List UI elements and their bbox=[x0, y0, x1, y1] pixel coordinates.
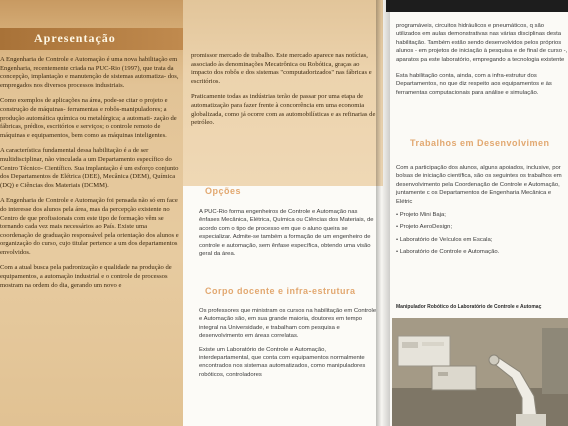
intro-text bbox=[0, 56, 180, 297]
projects-list bbox=[396, 211, 568, 257]
paragraph: Praticamente todas as indústrias terão de passar por uma etapa de automatização para fazer frente à concorrência em uma economia globalizada, como já ocorre com as automobilísticas e as refinarias de petróleo. bbox=[191, 93, 376, 127]
section-title-opcoes: Opções bbox=[205, 186, 242, 196]
dark-strip bbox=[386, 0, 568, 12]
section-title-trabalhos: Trabalhos em Desenvolvimen bbox=[410, 138, 550, 148]
paragraph: Com a atual busca pela padronização e qualidade na produção de equipamentos, a automação industrial e o controle de processos mostram na ordem do dia, gerando um novo e bbox=[0, 264, 172, 289]
list-item: • Projeto AeroDesign; bbox=[396, 223, 568, 231]
paragraph: A Engenharia de Controle e Automação foi pensada não só em face do interesse dos alunos pela área, mas da percepção existente no Centro de que profissionais com este tipo de formação vêm se tornando cada vez mais necessários ao País. Existe uma coordenação de graduação responsável pela orientação dos alunos e organização do curso, cujo titular pertence a um dos departamentos envolvidos. bbox=[0, 197, 179, 256]
photo-caption: Manipulador Robótico do Laboratório de Controle e Automaç bbox=[396, 304, 542, 310]
page-title: Apresentação bbox=[34, 31, 116, 45]
page-gutter-shadow bbox=[376, 0, 390, 426]
paragraph: A característica fundamental dessa habilitação é a de ser multidisciplinar, não vinculada a um Departamento específico do Centro Técnico- Científico. Sua implantação é um esforço conjunto dos Departamentos de Elétrica (DEE), Mecânica (DEM), Química (DQ) e Ciências dos Materiais (DCMM). bbox=[0, 147, 179, 189]
paragraph: Existe um Laboratório de Controle e Automação, interdepartamental, que conta com equipamentos normalmente encontrados nos sistemas automatizados, como manipuladores robóticos, controladores bbox=[199, 346, 366, 378]
paragraph: promissor mercado de trabalho. Este mercado aparece nas notícias, associado às denominações Mecatrônica ou Robótica, graças ao impacto dos robôs e dos sistemas "computadorizados" nas fábricas e escritórios. bbox=[191, 52, 372, 85]
opcoes-text bbox=[199, 208, 377, 263]
left-page bbox=[0, 0, 183, 426]
list-item: • Laboratório de Controle e Automação. bbox=[396, 248, 568, 256]
list-item: • Laboratório de Veículos em Escala; bbox=[396, 236, 568, 244]
paragraph: A PUC-Rio forma engenheiros de Controle e Automação nas ênfases Mecânica, Elétrica, Química ou Ciências dos Materiais, de acordo com o tipo de processo em que o aluno queira se especializar. Admite-se também a formação de um engenheiro de controle e automação, sem ênfase específica, obtendo uma visão geral da área. bbox=[199, 209, 374, 258]
list-item: • Projeto Mini Baja; bbox=[396, 211, 568, 219]
paragraph: Como exemplos de aplicações na área, pode-se citar o projeto e construção de máquinas- ferramentas e robôs-manipuladores; a produção automática química ou metalúrgica; a automati- zação de fábricas, prédios, escritórios e serviços; o controle remoto de máquinas e equipamentos, bem como as máquinas inteligentes. bbox=[0, 97, 177, 139]
corpo-docente-text bbox=[199, 307, 377, 384]
paragraph: Com a participação dos alunos, alguns apoiados, inclusive, por bolsas de iniciação científica, são os seguintes os trabalhos em desenvolvimento pela Coordenação de Controle e Automação, juntamente c os Departamentos de Engenharia Mecânica e Elétric bbox=[396, 165, 562, 205]
middle-page-top bbox=[183, 0, 383, 186]
paragraph: Esta habilitação conta, ainda, com a infra-estrutur dos Departamentos, no que diz respeito aos equipamentos e às ferramentas computacionais para análise e simulação. bbox=[396, 73, 552, 96]
paragraph: A Engenharia de Controle e Automação é uma nova habilitação em Engenharia, recentemente criada na PUC-Rio (1997), que trata da concepção, implantação e manutenção de sistemas automatiza- dos, empregados nos diversos processos industriais. bbox=[0, 56, 179, 89]
paragraph: programáveis, circuitos hidráulicos e pneumáticos, q são utilizados em aulas demonstrativas nas várias disciplinas desta habilitação. Também estão sendo desenvolvidos pelos próprios alunos - em projetos de iniciação à pesquisa e de final de curso -, aparatos pa este laboratório, empregando a tecnologia existente bbox=[396, 23, 568, 63]
robot-arm-photo bbox=[392, 318, 568, 426]
paragraph: Os professores que ministram os cursos na habilitação em Controle e Automação são, em sua grande maioria, doutores em tempo integral na Universidade, e trabalham com pesquisa e desenvolvimento em áreas correlatas. bbox=[199, 308, 377, 340]
continued-text bbox=[191, 52, 379, 135]
lab-text bbox=[396, 22, 568, 102]
section-title-corpo-docente: Corpo docente e infra-estrutura bbox=[205, 286, 356, 296]
robot-arm-illustration bbox=[392, 318, 568, 426]
trabalhos-text bbox=[396, 164, 568, 261]
section-header-band bbox=[0, 28, 183, 50]
